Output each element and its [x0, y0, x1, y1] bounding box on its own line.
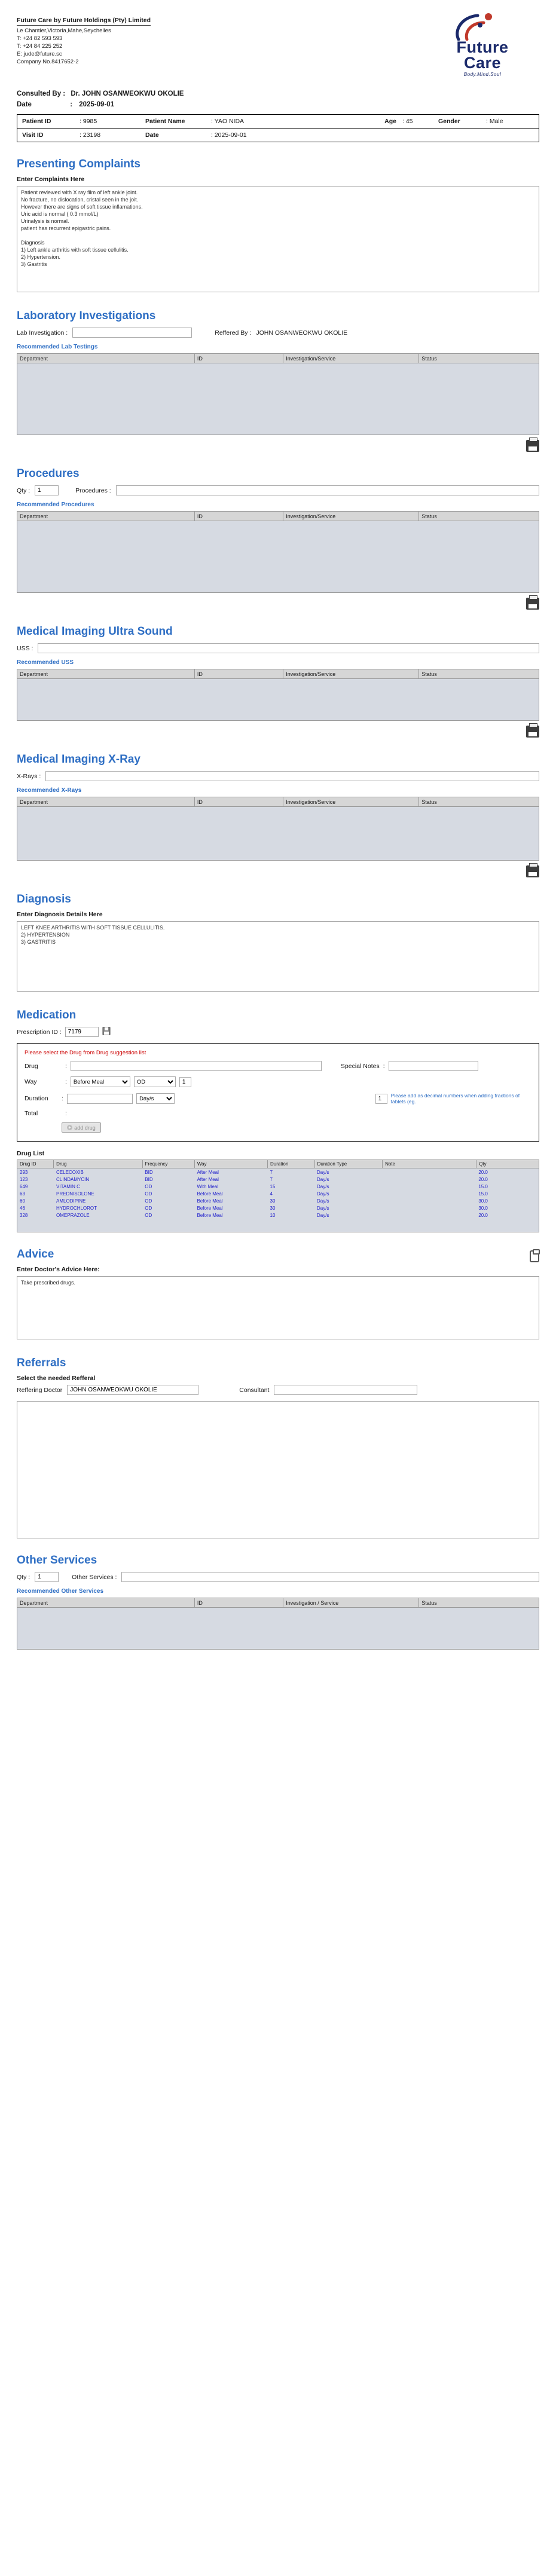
- future-care-logo: [426, 11, 539, 77]
- drug-cell-duration-type: Day/s: [317, 1183, 329, 1189]
- drug-cell-qty: 20.0: [478, 1176, 488, 1182]
- advice-textarea[interactable]: [17, 1276, 539, 1339]
- print-icon-lab[interactable]: [526, 440, 539, 452]
- uss-col-service: Investigation/Service: [283, 669, 419, 679]
- visit-id-label: Visit ID: [22, 131, 44, 139]
- logo-tagline: Body.Mind.Soul: [463, 72, 502, 77]
- referrals-list-box[interactable]: [17, 1401, 539, 1538]
- consultant-label: Consultant: [239, 1386, 270, 1394]
- print-icon-xray[interactable]: [526, 865, 539, 877]
- lab-print-row: [17, 440, 539, 452]
- duration-row: Duration : Day/s 1 Please add as decimal numbers when adding fractions of tablets (eg.: [25, 1093, 531, 1105]
- drug-cell-id: 328: [20, 1212, 28, 1218]
- drug-cell-frequency: OD: [145, 1205, 152, 1211]
- logo-word-care: Care: [463, 54, 502, 72]
- way-label: Way: [25, 1078, 37, 1085]
- total-row: Total :: [25, 1110, 67, 1117]
- logo-graphic-icon: [426, 13, 539, 39]
- procedures-input-row: [17, 485, 539, 495]
- drug-cell-id: 46: [20, 1205, 25, 1211]
- other-col-service: Investigation / Service: [283, 1598, 419, 1608]
- prescription-id-row: [17, 1027, 539, 1037]
- visit-date-label: Date: [145, 131, 159, 139]
- drug-cell-id: 123: [20, 1176, 28, 1182]
- advice-sub-label: Enter Doctor's Advice Here:: [17, 1266, 100, 1273]
- uss-col-id: ID: [194, 669, 283, 679]
- xray-print-row: [17, 865, 539, 877]
- plus-icon: +: [67, 1125, 72, 1130]
- procedures-input[interactable]: [116, 485, 539, 495]
- section-title-complaints: Presenting Complaints: [17, 158, 140, 170]
- company-number: Company No.8417652-2: [17, 59, 79, 65]
- procedures-table-body[interactable]: [17, 521, 539, 593]
- uss-print-row: [17, 726, 539, 738]
- recommended-xrays-link[interactable]: Recommended X-Rays: [17, 787, 82, 794]
- visit-date-value: : 2025-09-01: [211, 131, 247, 139]
- section-title-ultrasound: Medical Imaging Ultra Sound: [17, 625, 173, 638]
- patient-id-label: Patient ID: [22, 118, 51, 125]
- duration-label: Duration: [25, 1095, 48, 1102]
- special-notes-label: Special Notes: [340, 1062, 380, 1070]
- uss-col-department: Department: [17, 669, 195, 679]
- recommended-lab-testings-link[interactable]: Recommended Lab Testings: [17, 344, 98, 350]
- company-tel-1: T: +24 82 593 593: [17, 35, 63, 42]
- drug-cell-drug: OMEPRAZOLE: [56, 1212, 90, 1218]
- prescription-id-input[interactable]: [65, 1027, 99, 1037]
- complaints-sub-label: Enter Complaints Here: [17, 176, 85, 183]
- other-col-status: Status: [419, 1598, 539, 1608]
- drug-label: Drug: [25, 1062, 38, 1070]
- drug-cell-duration: 7: [270, 1169, 273, 1175]
- referred-by-value: JOHN OSANWEOKWU OKOLIE: [256, 329, 348, 336]
- special-notes-input[interactable]: [389, 1061, 478, 1071]
- duration-qty-input[interactable]: [375, 1094, 387, 1104]
- date-label: Date: [17, 101, 32, 108]
- recommended-other-services-link[interactable]: Recommended Other Services: [17, 1588, 104, 1595]
- add-drug-button[interactable]: [62, 1122, 101, 1133]
- way-select[interactable]: [71, 1076, 130, 1087]
- drug-cell-way: Before Meal: [197, 1205, 223, 1211]
- patient-info-box: [17, 114, 539, 142]
- drug-cell-duration-type: Day/s: [317, 1198, 329, 1204]
- procedures-qty-input[interactable]: [35, 485, 59, 495]
- lab-col-status: Status: [419, 354, 539, 363]
- drug-col-drug: Drug: [54, 1160, 142, 1168]
- recommended-uss-link[interactable]: Recommended USS: [17, 659, 74, 666]
- lab-col-department: Department: [17, 354, 195, 363]
- drug-cell-id: 63: [20, 1191, 25, 1197]
- patient-name-value: : YAO NIDA: [211, 118, 245, 125]
- xray-table-header: [17, 797, 539, 807]
- drug-cell-qty: 15.0: [478, 1183, 488, 1189]
- drug-cell-way: Before Meal: [197, 1191, 223, 1197]
- other-services-input[interactable]: [121, 1572, 539, 1582]
- patient-name-label: Patient Name: [145, 118, 185, 125]
- procedures-print-row: [17, 598, 539, 610]
- drug-cell-duration-type: Day/s: [317, 1205, 329, 1211]
- drug-cell-note: [382, 1204, 476, 1211]
- add-drug-label: add drug: [74, 1124, 96, 1131]
- recommended-procedures-link[interactable]: Recommended Procedures: [17, 501, 94, 508]
- drug-cell-drug: CELECOXIB: [56, 1169, 84, 1175]
- logo-swoosh-icon: [447, 13, 518, 41]
- table-row[interactable]: [17, 1183, 539, 1190]
- patient-row-1: [17, 115, 539, 128]
- lab-results-table-header: [17, 353, 539, 363]
- drug-cell-duration: 10: [270, 1212, 276, 1218]
- other-services-label: Other Services :: [72, 1573, 117, 1581]
- lab-investigation-label: Lab Investigation :: [17, 329, 68, 336]
- drug-cell-frequency: OD: [145, 1198, 152, 1204]
- total-label: Total: [25, 1110, 38, 1117]
- other-services-qty-label: Qty :: [17, 1573, 30, 1581]
- drug-cell-note: [382, 1197, 476, 1204]
- age-label: Age: [384, 118, 396, 125]
- table-row[interactable]: [17, 1197, 539, 1204]
- procedures-label: Procedures :: [75, 487, 111, 494]
- drug-cell-qty: 30.0: [478, 1198, 488, 1204]
- consulted-by-value: Dr. JOHN OSANWEOKWU OKOLIE: [71, 90, 184, 97]
- drug-cell-duration-type: Day/s: [317, 1212, 329, 1218]
- referring-doctor-label: Reffering Doctor: [17, 1386, 63, 1394]
- proc-col-service: Investigation/Service: [283, 512, 419, 521]
- way-row: Way : Before Meal OD 1: [25, 1076, 531, 1087]
- drug-col-id: Drug ID: [17, 1160, 54, 1168]
- visit-date-row: [17, 101, 539, 108]
- drug-cell-drug: PREDNISOLONE: [56, 1191, 94, 1197]
- uss-table-body[interactable]: [17, 679, 539, 721]
- xray-input[interactable]: [45, 771, 539, 781]
- uss-table-header: [17, 669, 539, 679]
- section-title-xray: Medical Imaging X-Ray: [17, 753, 140, 766]
- xray-col-status: Status: [419, 797, 539, 807]
- drug-cell-duration: 4: [270, 1191, 273, 1197]
- gender-label: Gender: [438, 118, 460, 125]
- consulted-by-row: [17, 90, 539, 97]
- section-title-other-services: Other Services: [17, 1554, 97, 1567]
- drug-cell-way: Before Meal: [197, 1212, 223, 1218]
- drug-cell-frequency: OD: [145, 1212, 152, 1218]
- company-address: Le Chantier,Victoria,Mahe,Seychelles: [17, 27, 111, 34]
- drug-col-qty: Qty: [476, 1160, 539, 1168]
- way-extra-input[interactable]: [179, 1077, 191, 1087]
- proc-col-status: Status: [419, 512, 539, 521]
- drug-cell-drug: AMLODIPINE: [56, 1198, 86, 1204]
- drug-col-way: Way: [194, 1160, 267, 1168]
- gender-value: : Male: [486, 118, 503, 125]
- drug-cell-duration-type: Day/s: [317, 1176, 329, 1182]
- xray-input-row: [17, 771, 539, 781]
- referring-doctor-row: [17, 1385, 539, 1395]
- table-row[interactable]: [17, 1168, 539, 1176]
- drug-cell-id: 649: [20, 1183, 28, 1189]
- table-row[interactable]: [17, 1204, 539, 1211]
- lab-col-id: ID: [194, 354, 283, 363]
- section-title-advice: Advice: [17, 1248, 54, 1261]
- drug-col-duration-type: Duration Type: [314, 1160, 382, 1168]
- drug-cell-way: With Meal: [197, 1183, 219, 1189]
- referrals-sub-label: Select the needed Refferal: [17, 1375, 96, 1382]
- proc-col-id: ID: [194, 512, 283, 521]
- drug-cell-note: [382, 1183, 476, 1190]
- drug-cell-duration: 15: [270, 1183, 276, 1189]
- drug-cell-duration-type: Day/s: [317, 1169, 329, 1175]
- section-title-procedures: Procedures: [17, 467, 80, 480]
- section-title-laboratory: Laboratory Investigations: [17, 310, 156, 322]
- drug-cell-drug: VITAMIN C: [56, 1183, 80, 1189]
- other-services-table-header: [17, 1598, 539, 1608]
- drug-cell-note: [382, 1176, 476, 1183]
- drug-warning-text: Please select the Drug from Drug suggestion list: [25, 1050, 146, 1056]
- other-services-table-body[interactable]: [17, 1608, 539, 1650]
- drug-list-table-body[interactable]: [17, 1168, 539, 1232]
- consulted-by-label: Consulted By :: [17, 90, 66, 97]
- advice-header-row: [17, 1232, 539, 1266]
- company-tel-2: T: +24 84 225 252: [17, 43, 63, 50]
- table-row[interactable]: [17, 1176, 539, 1183]
- drug-cell-frequency: OD: [145, 1191, 152, 1197]
- lab-investigation-input[interactable]: [72, 328, 192, 338]
- decimal-hint-text: Please add as decimal numbers when adding fractions of tablets (eg.: [390, 1093, 520, 1105]
- drug-cell-duration: 30: [270, 1205, 276, 1211]
- uss-col-status: Status: [419, 669, 539, 679]
- diagnosis-textarea[interactable]: [17, 921, 539, 992]
- referred-by-label: Reffered By :: [215, 329, 252, 336]
- section-title-medication: Medication: [17, 1009, 77, 1021]
- consultant-input[interactable]: [274, 1385, 417, 1395]
- table-row[interactable]: [17, 1190, 539, 1197]
- prescription-id-label: Prescription ID :: [17, 1028, 62, 1036]
- uss-input[interactable]: [38, 643, 539, 653]
- section-title-diagnosis: Diagnosis: [17, 893, 71, 905]
- drug-cell-frequency: BID: [145, 1176, 153, 1182]
- drug-row: Drug : Special Notes :: [25, 1061, 531, 1071]
- drug-cell-frequency: BID: [145, 1169, 153, 1175]
- visit-id-value: : 23198: [80, 131, 101, 139]
- other-col-id: ID: [194, 1598, 283, 1608]
- drug-cell-note: [382, 1168, 476, 1176]
- duration-type-select[interactable]: [136, 1093, 175, 1104]
- drug-cell-note: [382, 1211, 476, 1219]
- complaints-textarea[interactable]: [17, 186, 539, 292]
- table-row[interactable]: [17, 1211, 539, 1219]
- lab-col-service: Investigation/Service: [283, 354, 419, 363]
- lab-results-table-body[interactable]: [17, 363, 539, 435]
- print-icon-uss[interactable]: [526, 726, 539, 738]
- drug-list-title: Drug List: [17, 1150, 45, 1157]
- proc-col-department: Department: [17, 512, 195, 521]
- lab-investigation-row: [17, 328, 539, 338]
- other-col-department: Department: [17, 1598, 195, 1608]
- procedures-qty-label: Qty :: [17, 487, 30, 494]
- logo-word-future: Future: [456, 38, 509, 56]
- xray-label: X-Rays :: [17, 772, 41, 780]
- duration-input[interactable]: [67, 1094, 133, 1104]
- drug-cell-qty: 20.0: [478, 1169, 488, 1175]
- xray-col-department: Department: [17, 797, 195, 807]
- company-name: Future Care by Future Holdings (Pty) Limited: [17, 17, 151, 26]
- drug-cell-note: [382, 1190, 476, 1197]
- drug-cell-drug: CLINDAMYCIN: [56, 1176, 90, 1182]
- drug-list-rows: [17, 1168, 539, 1219]
- drug-cell-qty: 30.0: [478, 1205, 488, 1211]
- add-drug-row: [25, 1122, 531, 1133]
- uss-input-row: [17, 643, 539, 653]
- drug-col-note: Note: [383, 1160, 476, 1168]
- drug-cell-drug: HYDROCHLOROT: [56, 1205, 97, 1211]
- page-header: [17, 0, 539, 83]
- frequency-select[interactable]: [134, 1076, 176, 1087]
- date-separator: :: [70, 101, 73, 108]
- procedures-table-header: [17, 511, 539, 521]
- drug-cell-way: Before Meal: [197, 1198, 223, 1204]
- drug-input[interactable]: [71, 1061, 322, 1071]
- clinic-details: [17, 11, 426, 66]
- drug-cell-way: After Meal: [197, 1176, 219, 1182]
- other-services-qty-input[interactable]: [35, 1572, 59, 1582]
- patient-id-value: : 9985: [80, 118, 97, 125]
- drug-cell-id: 293: [20, 1169, 28, 1175]
- referring-doctor-input[interactable]: [67, 1385, 198, 1395]
- date-value: 2025-09-01: [79, 101, 115, 108]
- patient-row-2: [17, 128, 539, 142]
- print-icon-procedures[interactable]: [526, 598, 539, 610]
- drug-list-table-header: [17, 1159, 539, 1168]
- drug-cell-id: 60: [20, 1198, 25, 1204]
- drug-cell-qty: 20.0: [478, 1212, 488, 1218]
- diagnosis-sub-label: Enter Diagnosis Details Here: [17, 911, 103, 918]
- drug-cell-duration: 7: [270, 1176, 273, 1182]
- xray-table-body[interactable]: [17, 807, 539, 861]
- drug-cell-way: After Meal: [197, 1169, 219, 1175]
- xray-col-id: ID: [194, 797, 283, 807]
- drug-cell-duration-type: Day/s: [317, 1191, 329, 1197]
- clipboard-icon-advice[interactable]: [530, 1250, 539, 1262]
- age-value: : 45: [402, 118, 413, 125]
- section-title-referrals: Referrals: [17, 1357, 66, 1369]
- drug-cell-qty: 15.0: [478, 1191, 488, 1197]
- drug-col-frequency: Frequency: [142, 1160, 194, 1168]
- company-email: E: jude@future.sc: [17, 51, 62, 57]
- uss-label: USS :: [17, 644, 33, 652]
- xray-col-service: Investigation/Service: [283, 797, 419, 807]
- drug-cell-frequency: OD: [145, 1183, 152, 1189]
- drug-col-duration: Duration: [268, 1160, 315, 1168]
- prescription-save-icon[interactable]: [102, 1027, 111, 1037]
- other-services-input-row: [17, 1572, 539, 1582]
- medication-entry-panel: [17, 1043, 539, 1142]
- drug-cell-duration: 30: [270, 1198, 276, 1204]
